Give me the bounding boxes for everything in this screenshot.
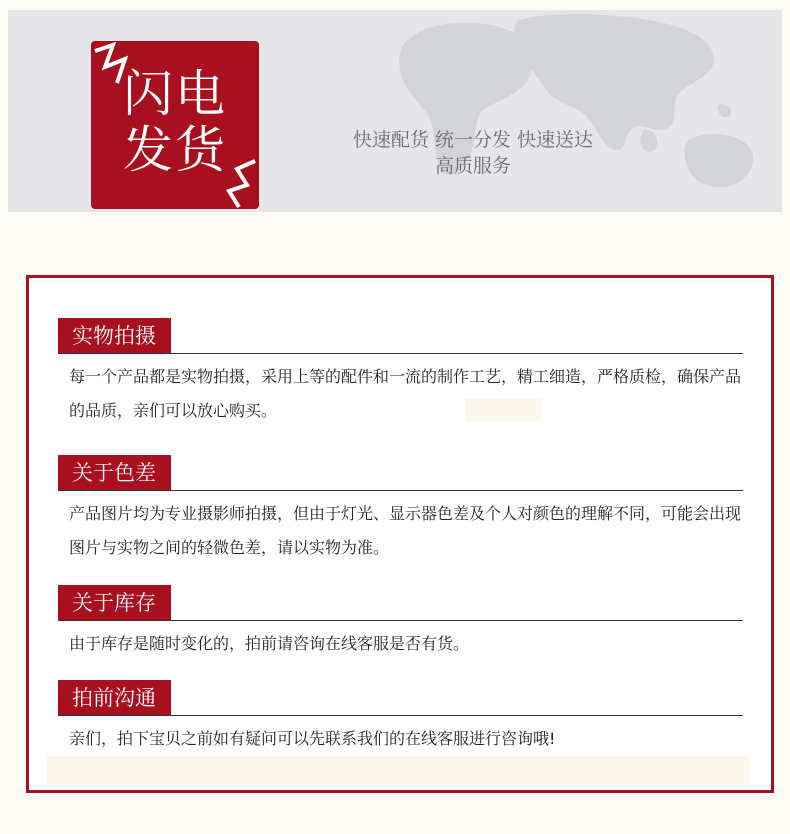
slogan-line1: 快速配货 统一分发 快速送达 — [352, 129, 594, 151]
section-text: 亲们，拍下宝贝之前如有疑问可以先联系我们的在线客服进行咨询哦! — [69, 729, 556, 748]
section-text: 产品图片均为专业摄影师拍摄，但由于灯光、显示器色差及个人对颜色的理解不同，可能会出现图片与实物之间的轻微色差，请以实物为准。 — [69, 504, 742, 557]
section-title: 实物拍摄 — [58, 318, 171, 354]
section-color-difference — [58, 455, 743, 565]
section-pre-purchase — [58, 680, 743, 756]
section-title: 拍前沟通 — [58, 680, 171, 716]
section-text: 由于库存是随时变化的，拍前请咨询在线客服是否有货。 — [69, 634, 470, 653]
section-divider — [58, 490, 743, 491]
footer-highlight — [47, 756, 749, 784]
section-header — [58, 455, 743, 491]
world-map-icon — [388, 10, 782, 212]
logo-text-line1: 闪电 — [123, 65, 227, 123]
section-divider — [58, 715, 743, 716]
section-divider — [58, 353, 743, 354]
section-real-photos — [58, 318, 743, 428]
lightning-ship-logo — [91, 41, 259, 209]
slogan-line2: 高质服务 — [434, 155, 511, 177]
section-divider — [58, 620, 743, 621]
shipping-banner — [8, 10, 782, 212]
section-title: 关于库存 — [58, 585, 171, 621]
section-header — [58, 318, 743, 354]
section-header — [58, 680, 743, 716]
notice-frame — [26, 275, 774, 793]
section-stock — [58, 585, 743, 661]
section-text: 每一个产品都是实物拍摄，采用上等的配件和一流的制作工艺，精工细造，严格质检，确保产品的品质，亲们可以放心购买。 — [69, 367, 742, 420]
section-title: 关于色差 — [58, 455, 171, 491]
section-header — [58, 585, 743, 621]
logo-text-line2: 发货 — [123, 121, 227, 179]
